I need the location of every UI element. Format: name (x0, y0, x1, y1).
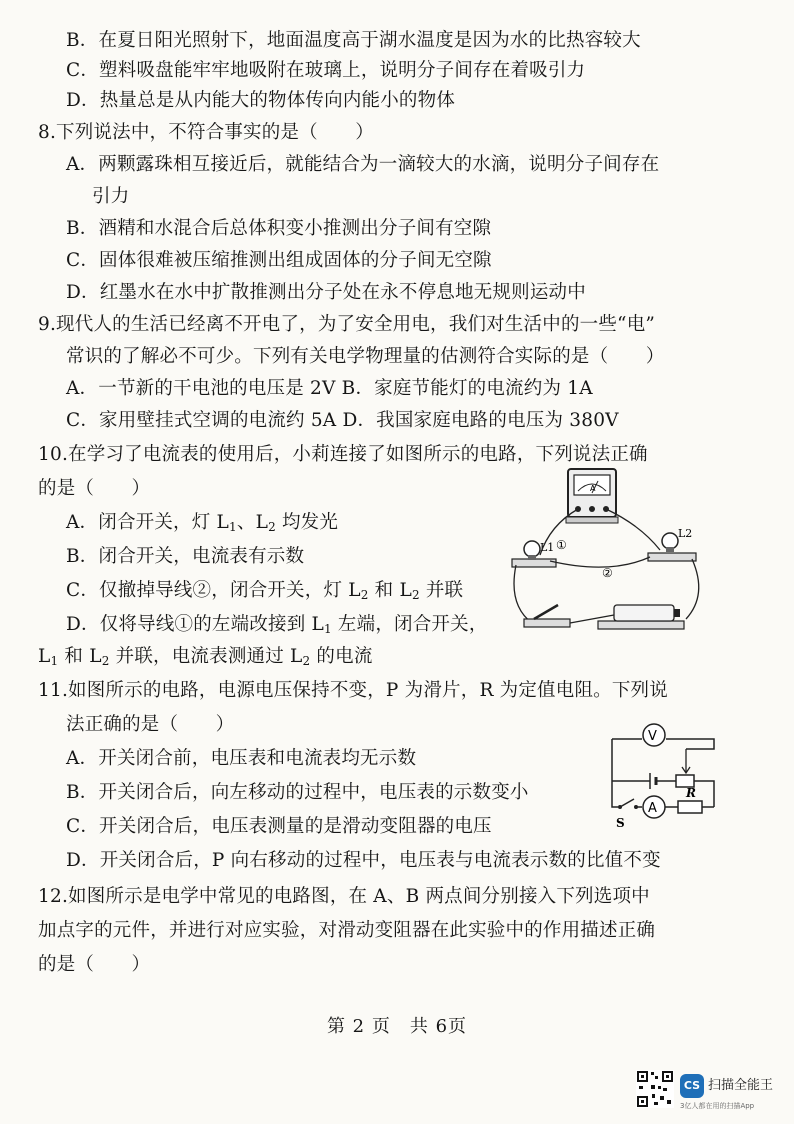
switch-symbol (616, 799, 638, 830)
rheostat-symbol (676, 749, 694, 787)
q11-circuit-diagram (600, 715, 750, 835)
scanner-logo-icon: CS (680, 1074, 704, 1098)
lamp-l1-label: L1 (540, 541, 555, 554)
battery-symbol (650, 773, 656, 789)
q10-option-c: C．仅撤掉导线②，闭合开关，灯 $L_2$ 和 $L_2$ 并联 (66, 580, 464, 602)
q10-option-d-cont: $L_1$ 和 $L_2$ 并联，电流表测通过 $L_2$ 的电流 (38, 646, 373, 668)
q8-option-b: B．酒精和水混合后总体积变小推测出分子间有空隙 (66, 218, 492, 239)
scanner-app-name: 扫描全能王 (708, 1078, 774, 1093)
resistor-symbol (678, 786, 702, 813)
voltmeter-icon (643, 724, 665, 746)
lamp-l1-icon (512, 541, 556, 567)
wire-1-label: ① (556, 538, 567, 552)
q8-option-c: C．固体很难被压缩推测出组成固体的分子间无空隙 (66, 250, 492, 271)
switch-icon (524, 605, 570, 627)
question-10-stem-cont: 的是（ ） (38, 478, 151, 499)
question-10-stem: 10.在学习了电流表的使用后，小莉连接了如图所示的电路，下列说法正确 (38, 444, 648, 465)
question-8-stem: 8.下列说法中，不符合事实的是（ ） (38, 122, 374, 143)
q10-circuit-figure (510, 455, 710, 640)
q9-options-cd: C．家用壁挂式空调的电流约 5A D．我国家庭电路的电压为 380V (66, 410, 619, 431)
q8-option-d: D．红墨水在水中扩散推测出分子处在永不停息地无规则运动中 (66, 282, 586, 303)
question-12-stem-cont2: 的是（ ） (38, 954, 151, 975)
question-11-stem-cont: 法正确的是（ ） (66, 714, 235, 735)
q8-option-a-cont: 引力 (92, 186, 130, 207)
q8-option-a: A．两颗露珠相互接近后，就能结合为一滴较大的水滴，说明分子间存在 (66, 154, 660, 175)
q7-option-d: D．热量总是从内能大的物体传向内能小的物体 (66, 90, 456, 111)
lamp-l2-label: L2 (678, 527, 693, 540)
page-footer: 第 2 页 共 6页 (326, 1016, 468, 1037)
qr-code-icon (636, 1070, 674, 1108)
q10-option-b: B．闭合开关，电流表有示数 (66, 546, 305, 567)
ammeter-symbol (643, 796, 665, 818)
q11-option-b: B．开关闭合后，向左移动的过程中，电压表的示数变小 (66, 782, 529, 803)
ammeter-symbol-label: A (648, 801, 657, 816)
question-9-stem-cont: 常识的了解必不可少。下列有关电学物理量的估测符合实际的是（ ） (66, 346, 665, 367)
q11-option-d: D．开关闭合后，P 向右移动的过程中，电压表与电流表示数的比值不变 (66, 850, 661, 871)
q10-option-a: A．闭合开关，灯 $L_1$、$L_2$ 均发光 (66, 512, 339, 534)
voltmeter-label: V (648, 729, 657, 744)
question-11-stem: 11.如图所示的电路，电源电压保持不变，P 为滑片，R 为定值电阻。下列说 (38, 680, 668, 701)
q7-option-c: C．塑料吸盘能牢牢地吸附在玻璃上，说明分子间存在着吸引力 (66, 60, 586, 81)
q11-option-c: C．开关闭合后，电压表测量的是滑动变阻器的电压 (66, 816, 492, 837)
wire-2-label: ② (602, 566, 613, 580)
battery-icon (570, 605, 684, 629)
question-12-stem-cont1: 加点字的元件，并进行对应实验，对滑动变阻器在此实验中的作用描述正确 (38, 920, 656, 941)
q10-option-d: D．仅将导线①的左端改接到 $L_1$ 左端，闭合开关， (66, 614, 488, 636)
q9-options-ab: A．一节新的干电池的电压是 2V B．家庭节能灯的电流约为 1A (66, 378, 593, 399)
ammeter-label: A (590, 484, 596, 493)
question-12-stem: 12.如图所示是电学中常见的电路图，在 A、B 两点间分别接入下列选项中 (38, 886, 650, 907)
q7-option-b: B．在夏日阳光照射下，地面温度高于湖水温度是因为水的比热容较大 (66, 30, 641, 51)
resistor-label: R (686, 786, 696, 800)
ammeter-icon (566, 469, 618, 523)
question-9-stem: 9.现代人的生活已经离不开电了，为了安全用电，我们对生活中的一些“电” (38, 314, 656, 335)
scanner-tagline: 3亿人都在用的扫描App (680, 1102, 755, 1110)
q11-option-a: A．开关闭合前，电压表和电流表均无示数 (66, 748, 417, 769)
switch-label: S (616, 816, 625, 830)
